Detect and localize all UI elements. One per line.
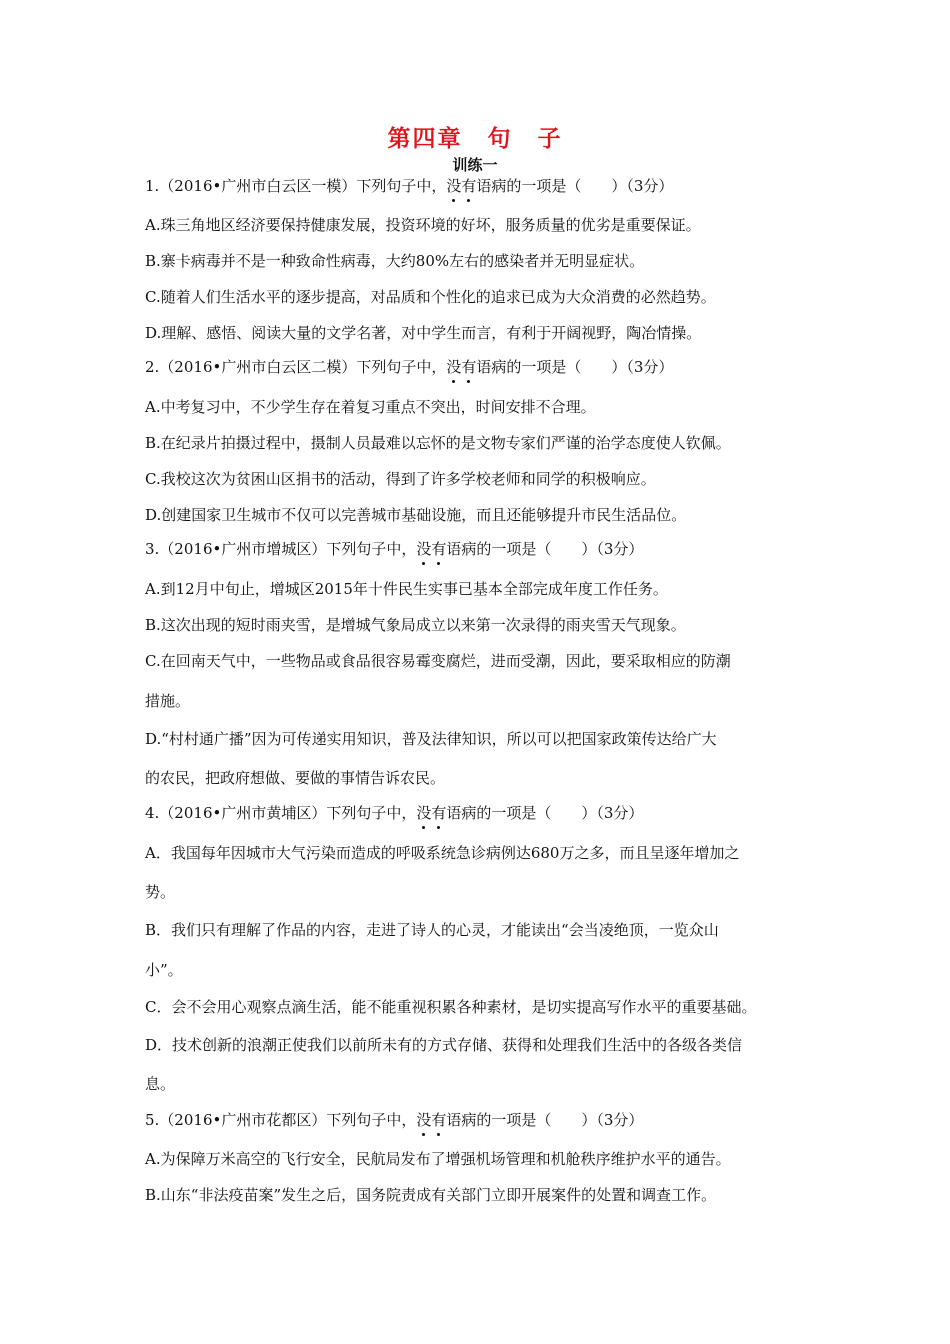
question-stem-1: 1.（2016•广州市白云区一模）下列句子中，没有语病的一项是（ ）（3分） <box>145 177 674 195</box>
emphasis-char: 没 <box>446 177 462 195</box>
emphasis-char: 没 <box>416 540 432 558</box>
question-2-option-c: C.我校这次为贫困山区捐书的活动，得到了许多学校老师和同学的积极响应。 <box>145 470 656 488</box>
question-stem-5: 5.（2016•广州市花都区）下列句子中，没有语病的一项是（ ）（3分） <box>145 1111 644 1129</box>
question-1-option-b: B.寨卡病毒并不是一种致命性病毒，大约80%左右的感染者并无明显症状。 <box>145 252 645 270</box>
emphasis-char: 有 <box>461 177 477 195</box>
question-stem-4: 4.（2016•广州市黄埔区）下列句子中，没有语病的一项是（ ）（3分） <box>145 804 644 822</box>
question-3-option-d-cont: 的农民，把政府想做、要做的事情告诉农民。 <box>145 769 446 787</box>
chapter-title: 第四章 句 子 <box>387 126 563 152</box>
question-4-option-a: A．我国每年因城市大气污染而造成的呼吸系统急诊病例达680万之多，而且呈逐年增加之 <box>145 844 740 862</box>
question-4-option-d: D．技术创新的浪潮正使我们以前所未有的方式存储、获得和处理我们生活中的各级各类信 <box>145 1036 743 1054</box>
question-4-option-b-cont: 小”。 <box>145 961 183 979</box>
emphasis-char: 没 <box>416 1111 432 1129</box>
question-1-option-a: A.珠三角地区经济要保持健康发展，投资环境的好坏，服务质量的优劣是重要保证。 <box>145 216 701 234</box>
question-3-option-c-cont: 措施。 <box>145 692 191 710</box>
question-3-option-c: C.在回南天气中，一些物品或食品很容易霉变腐烂，进而受潮，因此，要采取相应的防潮 <box>145 652 731 670</box>
emphasis-char: 有 <box>431 540 447 558</box>
question-stem-2: 2.（2016•广州市白云区二模）下列句子中，没有语病的一项是（ ）（3分） <box>145 358 674 376</box>
question-2-option-b: B.在纪录片拍摄过程中，摄制人员最难以忘怀的是文物专家们严谨的治学态度使人钦佩。 <box>145 434 731 452</box>
emphasis-char: 有 <box>431 804 447 822</box>
emphasis-char: 没 <box>416 804 432 822</box>
emphasis-char: 有 <box>431 1111 447 1129</box>
question-2-option-d: D.创建国家卫生城市不仅可以完善城市基础设施，而且还能够提升市民生活品位。 <box>145 506 687 524</box>
question-1-option-d: D.理解、感悟、阅读大量的文学名著，对中学生而言，有利于开阔视野，陶冶情操。 <box>145 324 702 342</box>
emphasis-char: 有 <box>461 358 477 376</box>
question-4-option-c: C．会不会用心观察点滴生活，能不能重视积累各种素材，是切实提高写作水平的重要基础。 <box>145 998 757 1016</box>
question-3-option-b: B.这次出现的短时雨夹雪，是增城气象局成立以来第一次录得的雨夹雪天气现象。 <box>145 616 686 634</box>
question-1-option-c: C.随着人们生活水平的逐步提高，对品质和个性化的追求已成为大众消费的必然趋势。 <box>145 288 716 306</box>
question-5-option-a: A.为保障万米高空的飞行安全，民航局发布了增强机场管理和机舱秩序维护水平的通告。 <box>145 1150 731 1168</box>
question-2-option-a: A.中考复习中，不少学生存在着复习重点不突出，时间安排不合理。 <box>145 398 596 416</box>
question-4-option-d-cont: 息。 <box>145 1075 176 1093</box>
question-5-option-b: B.山东“非法疫苗案”发生之后，国务院责成有关部门立即开展案件的处置和调查工作。 <box>145 1186 717 1204</box>
question-3-option-a: A.到12月中旬止，增城区2015年十件民生实事已基本全部完成年度工作任务。 <box>145 580 668 598</box>
question-4-option-b: B．我们只有理解了作品的内容，走进了诗人的心灵，才能读出“会当凌绝顶，一览众山 <box>145 921 719 939</box>
question-4-option-a-cont: 势。 <box>145 883 176 901</box>
question-3-option-d: D.“村村通广播”因为可传递实用知识，普及法律知识，所以可以把国家政策传达给广大 <box>145 730 717 748</box>
question-stem-3: 3.（2016•广州市增城区）下列句子中，没有语病的一项是（ ）（3分） <box>145 540 644 558</box>
emphasis-char: 没 <box>446 358 462 376</box>
section-subtitle: 训练一 <box>452 156 498 174</box>
